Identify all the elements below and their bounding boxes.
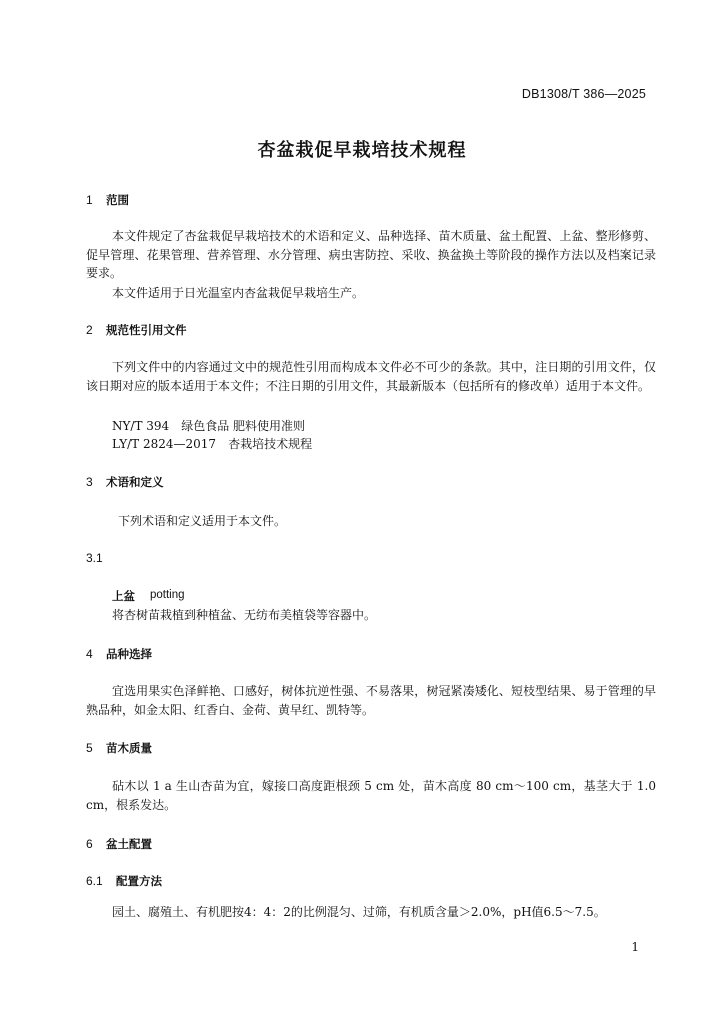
normative-reference-1: NY/T 394 绿色食品 肥料使用准则: [112, 419, 306, 433]
section-5-number: 5: [86, 741, 93, 755]
section-5-paragraph-1: 砧木以 1 a 生山杏苗为宜，嫁接口高度距根颈 5 cm 处，苗木高度 80 cm～100 cm，基茎大于 1.0 cm，根系发达。: [86, 779, 656, 812]
term-name: 上盆: [112, 589, 135, 603]
section-4-title: 品种选择: [106, 647, 152, 661]
section-4-paragraph-1: 宜选用果实色泽鲜艳、口感好，树体抗逆性强、不易落果，树冠紧凑矮化、短枝型结果、易于管理的早熟品种，如金太阳、红香白、金荷、黄早红、凯特等。: [86, 684, 656, 717]
section-4-heading: [86, 646, 152, 662]
section-6-number: 6: [86, 837, 93, 851]
doc-code: DB1308/T 386—2025: [521, 87, 646, 101]
section-3-heading: [86, 474, 164, 490]
section-3-number: 3: [86, 475, 93, 489]
section-3-paragraph-1: 下列术语和定义适用于本文件。: [118, 514, 287, 528]
term-number: 3.1: [86, 551, 103, 565]
section-6-paragraph-1: 园土、腐殖土、有机肥按4：4：2的比例混匀、过筛，有机质含量＞2.0%，pH值6.5～7.5。: [112, 905, 606, 919]
section-1-paragraph-2: 本文件适用于日光温室内杏盆栽促早栽培生产。: [112, 286, 365, 300]
subsection-6-1-title: 配置方法: [116, 874, 162, 888]
section-1-heading: [86, 192, 129, 208]
section-4-number: 4: [86, 647, 93, 661]
page-number: 1: [631, 940, 639, 954]
section-1-title: 范围: [106, 193, 129, 207]
subsection-6-1-number: 6.1: [86, 874, 103, 888]
normative-reference-2: LY/T 2824—2017 杏栽培技术规程: [112, 437, 313, 451]
section-5-heading: [86, 740, 152, 756]
section-6-title: 盆土配置: [106, 837, 152, 851]
section-2-paragraph-1: 下列文件中的内容通过文中的规范性引用而构成本文件必不可少的条款。其中，注日期的引用文件，仅该日期对应的版本适用于本文件；不注日期的引用文件，其最新版本（包括所有的修改单）适用于本文件。: [86, 360, 656, 393]
term-definition: 将杏树苗栽植到种植盆、无纺布美植袋等容器中。: [112, 608, 377, 622]
section-1-number: 1: [86, 193, 93, 207]
section-6-heading: [86, 836, 152, 852]
section-1-paragraph-1: 本文件规定了杏盆栽促早栽培技术的术语和定义、品种选择、苗木质量、盆土配置、上盆、整形修剪、促早管理、花果管理、营养管理、水分管理、病虫害防控、采收、换盆换土等阶段的操作方法以及档案记录要求。: [86, 229, 656, 280]
section-2-number: 2: [86, 323, 93, 337]
section-5-title: 苗木质量: [106, 741, 152, 755]
section-3-title: 术语和定义: [106, 475, 164, 489]
page-title: 杏盆栽促早栽培技术规程: [257, 140, 467, 161]
section-2-heading: [86, 322, 187, 338]
term-english: potting: [150, 589, 185, 601]
subsection-6-1-heading: [86, 873, 162, 889]
section-2-title: 规范性引用文件: [106, 323, 187, 337]
